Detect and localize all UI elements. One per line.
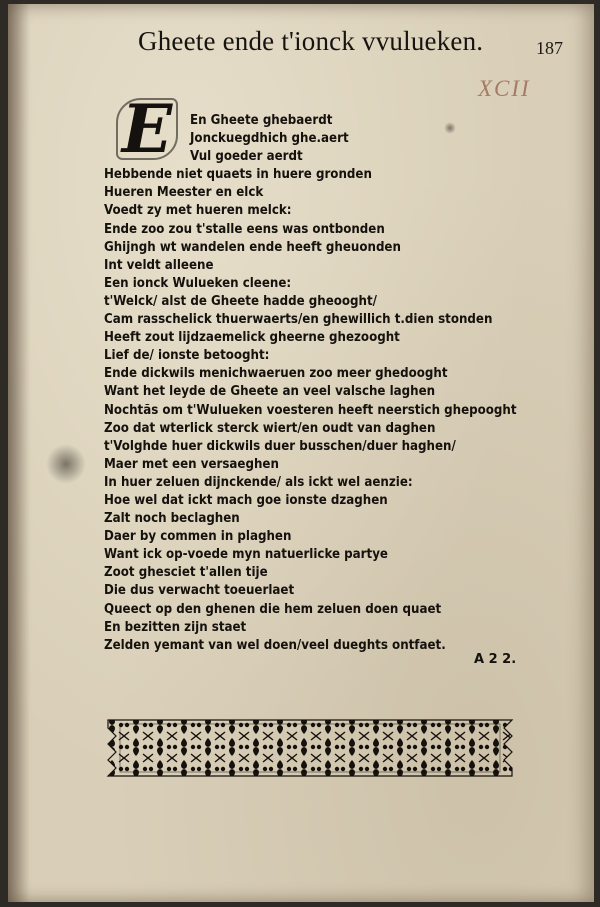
ink-stain [444, 122, 456, 134]
poem-line: Ende dickwils menichwaeruen zoo meer ghedooght [104, 366, 448, 382]
book-page [8, 4, 594, 902]
poem-line: Cam rasschelick thuerwaerts/en ghewillich t.dien stonden [104, 312, 493, 328]
poem-line: Die dus verwacht toeuerlaet [104, 583, 295, 599]
manuscript-annotation: XCII [478, 76, 531, 101]
poem-line: t'Volghde huer dickwils duer busschen/duer haghen/ [104, 438, 456, 454]
signature-mark: A 2 2. [474, 652, 517, 667]
ink-stain [46, 444, 86, 484]
poem-line: Zalt noch beclaghen [104, 511, 240, 527]
poem-line: Hoe wel dat ickt mach goe ionste dzaghen [104, 492, 388, 508]
poem-line: Daer by commen in plaghen [104, 529, 292, 545]
poem-line: Zelden yemant van wel doen/veel dueghts ontfaet. [104, 637, 446, 653]
page-gutter-shadow [8, 4, 30, 902]
poem-line: Hueren Meester en elck [104, 185, 264, 201]
poem-text [104, 112, 534, 655]
poem-line: Voedt zy met hueren melck: [104, 203, 292, 219]
decorated-initial: E [110, 92, 184, 166]
poem-line: Want het leyde de Gheete an veel valsche laghen [104, 384, 436, 400]
poem-line: Heeft zout lijdzaemelick gheerne ghezooght [104, 330, 400, 346]
poem-line: En Gheete ghebaerdt [190, 113, 333, 128]
poem-line: Zoot ghesciet t'allen tije [104, 565, 268, 581]
poem-line: Want ick op-voede myn natuerlicke partye [104, 547, 388, 563]
poem-line: Jonckuegdhich ghe.aert [190, 131, 349, 147]
poem-line: En bezitten zijn staet [104, 619, 247, 635]
poem-line: Maer met een versaeghen [104, 456, 279, 472]
page-number: 187 [536, 38, 563, 58]
poem-line: Nochtãs om t'Wulueken voesteren heeft neerstich ghepooght [104, 402, 517, 418]
printers-ornament [100, 714, 520, 782]
poem-line: Een ionck Wulueken cleene: [104, 275, 292, 291]
poem-line: Vul goeder aerdt [190, 149, 303, 165]
poem-line: Ghijngh wt wandelen ende heeft gheuonden [104, 239, 401, 255]
poem-line: In huer zeluen dijnckende/ als ickt wel aenzie: [104, 474, 413, 490]
poem-line: Hebbende niet quaets in huere gronden [104, 167, 372, 183]
poem-line: t'Welck/ alst de Gheete hadde gheooght/ [104, 293, 378, 309]
running-head: Gheete ende t'ionck vvulueken. [138, 26, 484, 56]
poem-line: Int veldt alleene [104, 257, 214, 273]
poem-line: Zoo dat wterlick sterck wiert/en oudt van daghen [104, 420, 436, 436]
poem-line: Ende zoo zou t'stalle eens was ontbonden [104, 221, 385, 237]
poem-line: Lief de/ ionste betooght: [104, 348, 270, 364]
poem-line: Queect op den ghenen die hem zeluen doen quaet [104, 601, 442, 617]
